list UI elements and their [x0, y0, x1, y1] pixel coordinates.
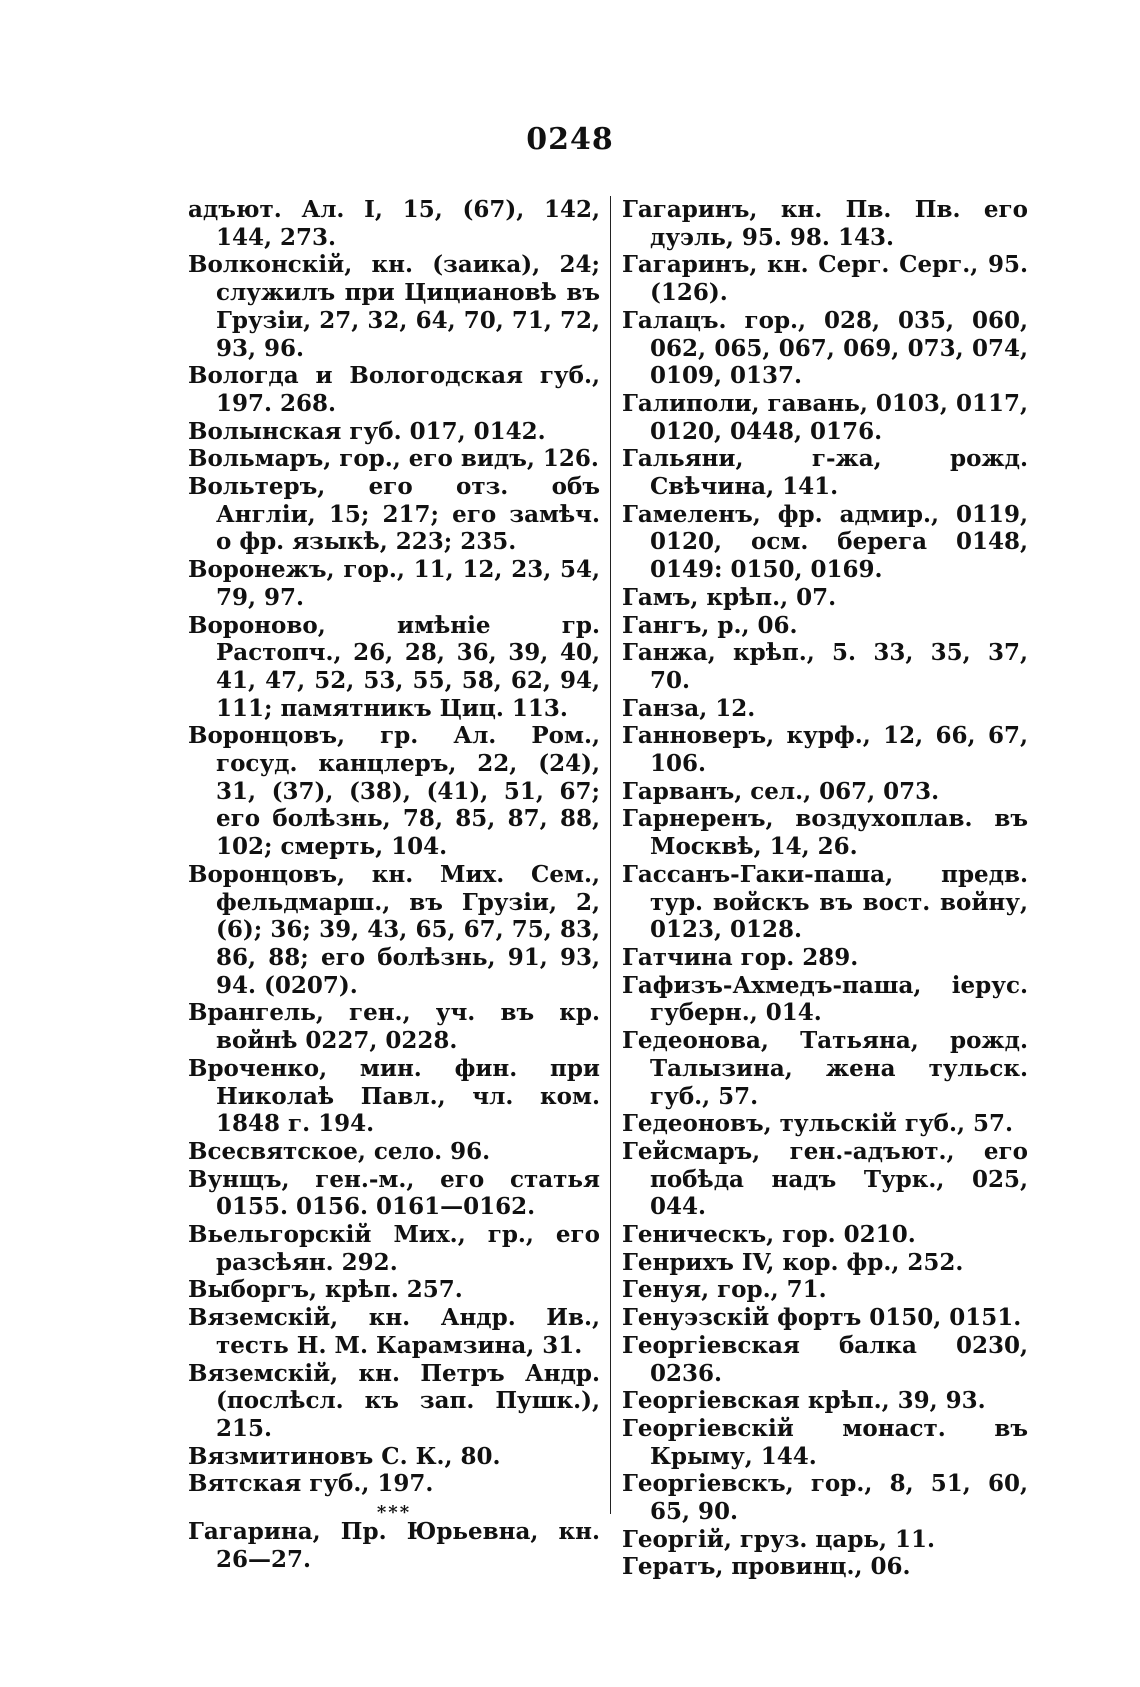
index-entry: Галацъ. гор., 028, 035, 060, 062, 065, 067, 069, 073, 074, 0109, 0137.: [622, 306, 1028, 390]
index-entry: Гейсмаръ, ген.-адъют., его побѣда надъ Турк., 025, 044.: [622, 1137, 1028, 1221]
index-entry: Гамъ, крѣп., 07.: [622, 583, 837, 611]
index-entry: Георгій, груз. царь, 11.: [622, 1525, 936, 1553]
index-entry: Гафизъ-Ахмедъ-паша, іерус. губерн., 014.: [622, 971, 1028, 1027]
index-entry: Гедеонова, Татьяна, рожд. Талызина, жена тульск. губ., 57.: [622, 1027, 1028, 1110]
page-number: 0248: [526, 122, 614, 157]
index-entry: Гагаринъ, кн. Серг. Серг., 95. (126).: [622, 251, 1028, 307]
index-column-left: [188, 196, 600, 1573]
index-entry: Гамеленъ, фр. адмир., 0119, 0120, осм. берега 0148, 0149: 0150, 0169.: [622, 500, 1028, 584]
index-entry: Вольмаръ, гор., его видъ, 126.: [188, 445, 599, 473]
index-entry: Ганза, 12.: [622, 694, 756, 722]
index-entry: Воронежъ, гор., 11, 12, 23, 54, 79, 97.: [188, 556, 600, 611]
section-separator: ***: [376, 1502, 412, 1524]
index-entry: Ганжа, крѣп., 5. 33, 35, 37, 70.: [622, 639, 1028, 694]
index-entry: Вунщъ, ген.-м., его статья 0155. 0156. 0161—0162.: [188, 1165, 600, 1221]
index-entry: Гагаринъ, кн. Пв. Пв. его дуэль, 95. 98. 143.: [622, 196, 1028, 251]
index-entry: Воронцовъ, кн. Мих. Сем., фельдмарш., въ Грузіи, 2, (6); 36; 39, 43, 65, 67, 75, 83, 86, 88; его болѣзнь, 91, 93, 94. (0207).: [188, 860, 600, 999]
index-entry: Вологда и Вологодская губ., 197. 268.: [188, 362, 600, 417]
index-entry: Вороново, имѣніе гр. Растопч., 26, 28, 36, 39, 40, 41, 47, 52, 53, 55, 58, 62, 94, 111; памятникъ Циц. 113.: [188, 611, 600, 722]
index-entry: Всесвятское, село. 96.: [188, 1137, 491, 1165]
index-entry: Вроченко, мин. фин. при Николаѣ Павл., чл. ком. 1848 г. 194.: [188, 1054, 600, 1138]
index-entry: Гассанъ-Гаки-паша, предв. тур. войскъ въ вост. войну, 0123, 0128.: [622, 860, 1028, 944]
column-divider: [610, 196, 611, 1514]
index-entry: Вьельгорскій Мих., гр., его разсѣян. 292.: [188, 1221, 600, 1276]
index-entry: Врангель, ген., уч. въ кр. войнѣ 0227, 0228.: [188, 999, 600, 1055]
index-entry: Волынская губ. 017, 0142.: [188, 417, 546, 445]
index-entry: Воронцовъ, гр. Ал. Ром., госуд. канцлеръ, 22, (24), 31, (37), (38), (41), 51, 67; его болѣзнь, 78, 85, 87, 88, 102; смерть, 104.: [188, 722, 600, 861]
index-entry: Генрихъ IV, кор. фр., 252.: [622, 1248, 964, 1276]
index-entry: Геническъ, гор. 0210.: [622, 1221, 916, 1249]
index-entry: Вятская губ., 197.: [188, 1470, 434, 1498]
index-entry: Гагарина, Пр. Юрьевна, кн. 26—27.: [188, 1518, 600, 1573]
index-entry: Волконскій, кн. (заика), 24; служилъ при Цициановѣ въ Грузіи, 27, 32, 64, 70, 71, 72, 93, 96.: [188, 251, 600, 362]
index-entry: Гератъ, провинц., 06.: [622, 1553, 911, 1581]
index-entry: Ганноверъ, курф., 12, 66, 67, 106.: [622, 722, 1028, 778]
index-column-right: [622, 196, 1028, 1581]
index-entry: Георгіевскій монаст. въ Крыму, 144.: [622, 1414, 1028, 1470]
index-entry: Вольтеръ, его отз. объ Англіи, 15; 217; его замѣч. о фр. языкѣ, 223; 235.: [188, 473, 600, 556]
index-entry: Генуя, гор., 71.: [622, 1276, 827, 1304]
index-entry: Гатчина гор. 289.: [622, 943, 859, 971]
index-entry: Георгіевскъ, гор., 8, 51, 60, 65, 90.: [622, 1470, 1028, 1526]
index-entry: Гальяни, г-жа, рожд. Свѣчина, 141.: [622, 445, 1028, 501]
index-entry: Гедеоновъ, тульскій губ., 57.: [622, 1110, 1014, 1138]
index-entry: Выборгъ, крѣп. 257.: [188, 1276, 463, 1304]
index-entry: Вязмитиновъ С. К., 80.: [188, 1442, 501, 1470]
index-entry: Гарнеренъ, воздухоплав. въ Москвѣ, 14, 26.: [622, 805, 1028, 861]
index-entry: Георгіевская балка 0230, 0236.: [622, 1331, 1028, 1387]
index-entry: Гангъ, р., 06.: [622, 611, 798, 639]
index-entry: Георгіевская крѣп., 39, 93.: [622, 1387, 986, 1415]
index-entry: Гарванъ, сел., 067, 073.: [622, 777, 940, 805]
index-entry: Вяземскій, кн. Андр. Ив., тесть Н. М. Карамзина, 31.: [188, 1304, 600, 1359]
index-entry: Вяземскій, кн. Петръ Андр. (послѣсл. къ зап. Пушк.), 215.: [188, 1359, 600, 1442]
index-entry: адъют. Ал. I, 15, (67), 142, 144, 273.: [188, 196, 600, 251]
index-entry: Галиполи, гавань, 0103, 0117, 0120, 0448, 0176.: [622, 389, 1028, 445]
index-entry: Генуэзскій фортъ 0150, 0151.: [622, 1304, 1022, 1332]
